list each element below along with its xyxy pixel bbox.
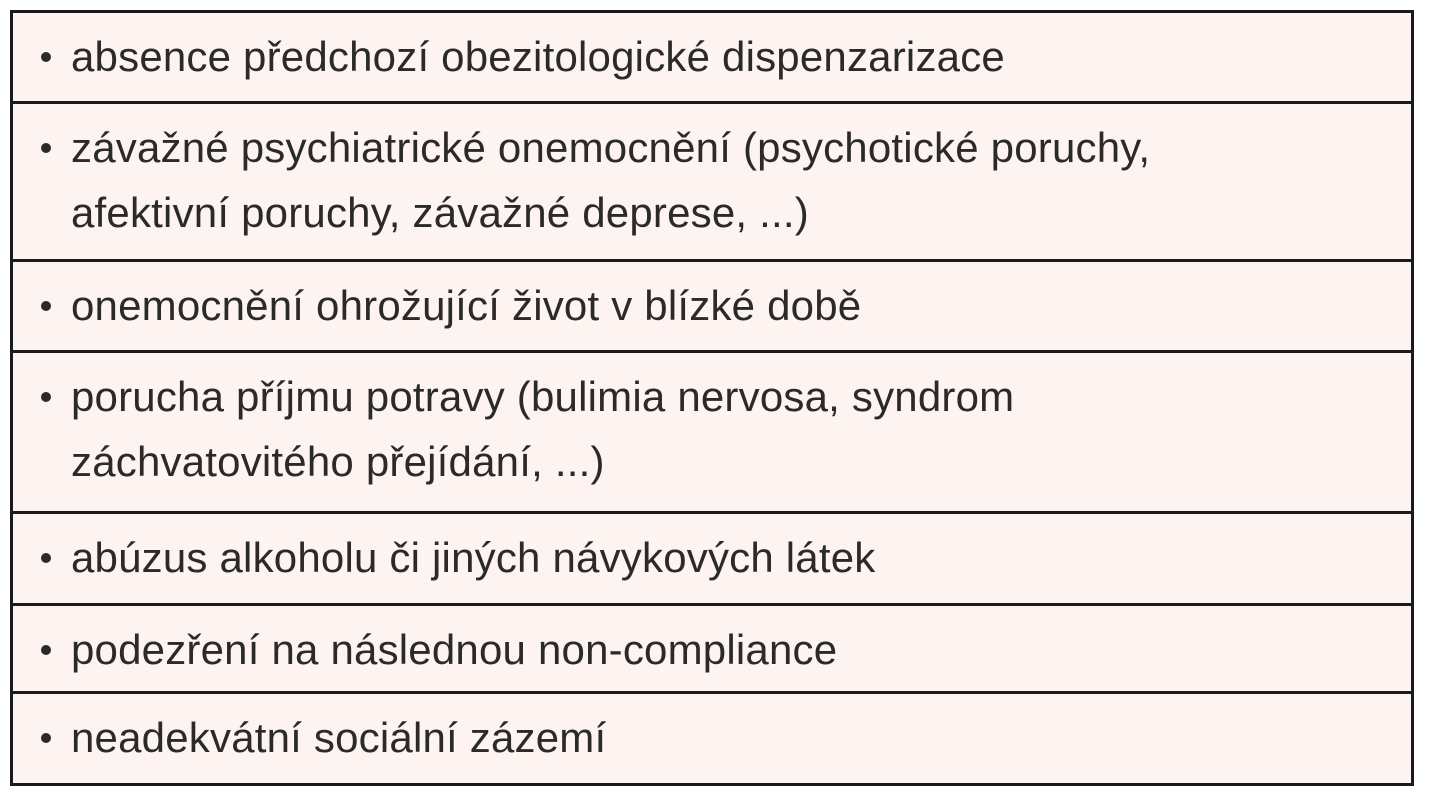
bullet-icon [41, 733, 51, 743]
bullet-icon [41, 52, 51, 62]
table-row [13, 353, 1411, 514]
row-text: porucha příjmu potravy (bulimia nervosa, syndrom [71, 373, 1015, 420]
row-text: absence předchozí obezitologické dispenzarizace [71, 33, 1005, 80]
bullet-icon [41, 645, 51, 655]
row-text-continuation: afektivní poruchy, závažné deprese, ...) [71, 189, 809, 236]
table-row [13, 694, 1411, 783]
row-text-continuation: záchvatovitého přejídání, ...) [71, 438, 605, 485]
bullet-icon [41, 392, 51, 402]
row-text: onemocnění ohrožující život v blízké době [71, 282, 862, 329]
row-text: neadekvátní sociální zázemí [71, 714, 607, 761]
bullet-icon [41, 143, 51, 153]
contraindications-table [10, 10, 1414, 786]
bullet-icon [41, 301, 51, 311]
bullet-icon [41, 553, 51, 563]
table-row [13, 262, 1411, 353]
row-text: abúzus alkoholu či jiných návykových látek [71, 534, 876, 581]
row-text: podezření na následnou non-compliance [71, 626, 838, 673]
row-text: závažné psychiatrické onemocnění (psychotické poruchy, [71, 124, 1151, 171]
table-row [13, 514, 1411, 606]
table-row [13, 606, 1411, 694]
table-row [13, 13, 1411, 104]
table-row [13, 104, 1411, 262]
